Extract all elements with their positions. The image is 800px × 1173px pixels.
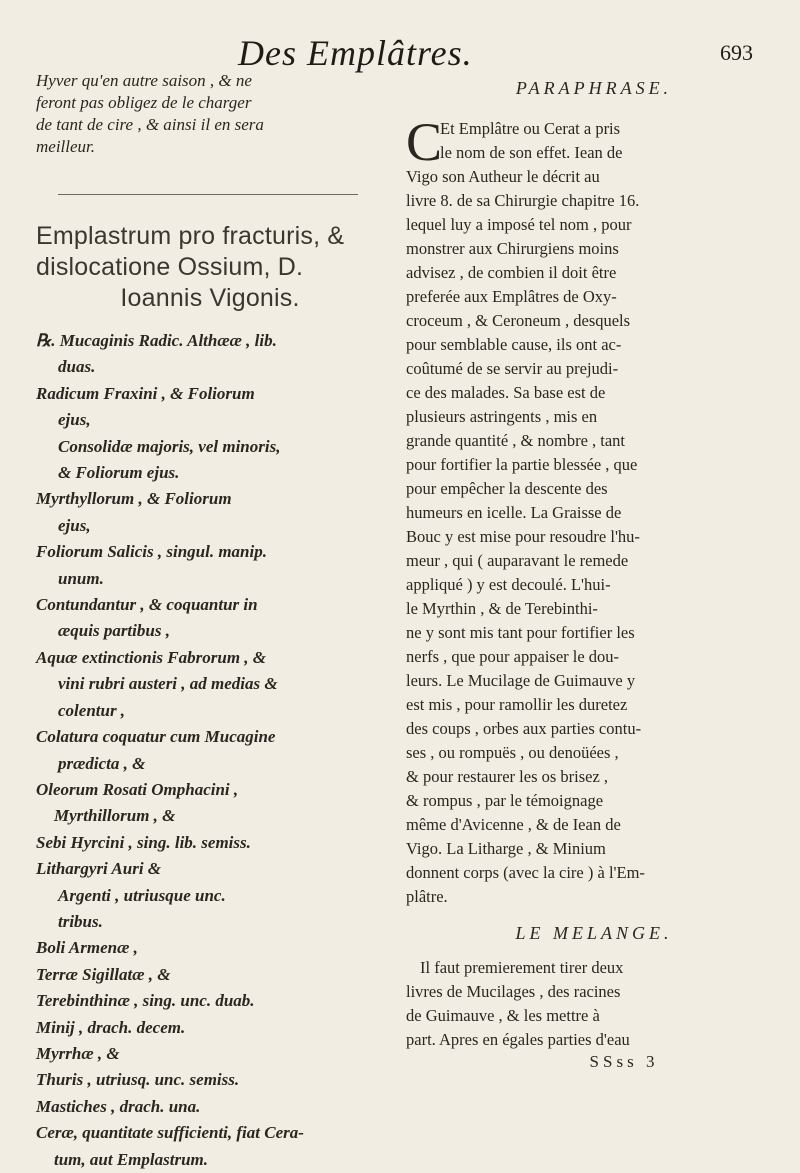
text-line: feront pas obligez de le charger: [36, 93, 252, 112]
recipe-line: vini rubri austeri , ad medias &: [58, 674, 278, 694]
recipe-line: Myrrhæ , &: [36, 1043, 120, 1063]
intro-paragraph: [36, 70, 384, 158]
text-line: Hyver qu'en autre saison , & ne: [36, 71, 252, 90]
text-line: plâtre.: [406, 887, 448, 906]
paraphrase-heading: PARAPHRASE.: [515, 78, 673, 98]
title-line: dislocatione Ossium, D.: [36, 253, 304, 281]
text-line: nerfs , que pour appaiser le dou-: [406, 647, 620, 666]
text-line: appliqué ) y est decoulé. L'hui-: [406, 575, 611, 594]
text-line: donnent corps (avec la cire ) à l'Em-: [406, 863, 645, 882]
recipe-line: Minij , drach. decem.: [36, 1017, 186, 1037]
recipe-line: Myrthillorum , &: [54, 806, 176, 826]
recipe-line: Ceræ, quantitate sufficienti, fiat Cera-: [36, 1123, 304, 1143]
recipe-line: Mastiches , drach. una.: [36, 1096, 201, 1116]
text-line: pour empêcher la descente des: [406, 479, 608, 498]
text-line: des coups , orbes aux parties contu-: [406, 719, 642, 738]
recipe-line: Radicum Fraxini , & Foliorum: [36, 383, 255, 403]
recipe-line: Terræ Sigillatæ , &: [36, 964, 171, 984]
recipe-line: colentur ,: [58, 700, 126, 720]
paraphrase-text: [406, 112, 782, 909]
text-line: advisez , de combien il doit être: [406, 263, 617, 282]
text-line: humeurs en icelle. La Graisse de: [406, 503, 622, 522]
text-line: Et Emplâtre ou Cerat a pris: [440, 119, 621, 138]
recipe-line: Boli Armenæ ,: [36, 938, 138, 958]
signature-mark: SSss 3: [589, 1052, 659, 1071]
recipe-list: [36, 328, 384, 1173]
recipe-line: Sebi Hyrcini , sing. lib. semiss.: [36, 832, 251, 852]
recipe-line: Oleorum Rosati Omphacini ,: [36, 779, 239, 799]
recipe-line: Argenti , utriusque unc.: [58, 885, 226, 905]
title-line: Emplastrum pro fracturis, &: [36, 222, 345, 250]
recipe-line: & Foliorum ejus.: [58, 463, 180, 483]
text-line: ce des malades. Sa base est de: [406, 383, 606, 402]
text-line: pour fortifier la partie blessée , que: [406, 455, 638, 474]
right-column: [406, 70, 782, 1072]
recipe-line: Consolidæ majoris, vel minoris,: [58, 436, 281, 456]
recipe-line: unum.: [58, 568, 104, 588]
text-line: livres de Mucilages , des racines: [406, 982, 621, 1001]
running-head: [0, 28, 800, 72]
melange-heading: LE MELANGE.: [515, 923, 673, 943]
text-line: meilleur.: [36, 137, 96, 156]
text-line: plusieurs astringents , mis en: [406, 407, 598, 426]
text-line: livre 8. de sa Chirurgie chapitre 16.: [406, 191, 640, 210]
page-number: 693: [720, 40, 753, 65]
recipe-line: tum, aut Emplastrum.: [54, 1149, 208, 1169]
text-line: est mis , pour ramollir les duretez: [406, 695, 628, 714]
text-line: grande quantité , & nombre , tant: [406, 431, 626, 450]
recipe-line: Contundantur , & coquantur in: [36, 595, 258, 615]
recipe-line: æquis partibus ,: [58, 621, 170, 641]
recipe-line: tribus.: [58, 911, 103, 931]
text-line: pour semblable cause, ils ont ac-: [406, 335, 622, 354]
text-line: Vigo son Autheur le décrit au: [406, 167, 600, 186]
text-line: le Myrthin , & de Terebinthi-: [406, 599, 598, 618]
recipe-line: duas.: [58, 357, 96, 377]
recipe-line: Terebinthinæ , sing. unc. duab.: [36, 991, 255, 1011]
text-line: & rompus , par le témoignage: [406, 791, 604, 810]
text-line: monstrer aux Chirurgiens moins: [406, 239, 619, 258]
running-title: Des Emplâtres.: [238, 33, 473, 73]
recipe-line: ℞. Mucaginis Radic. Althææ , lib.: [36, 331, 277, 350]
title-line: Ioannis Vigonis.: [120, 284, 300, 312]
text-line: même d'Avicenne , & de Iean de: [406, 815, 621, 834]
text-line: lequel luy a imposé tel nom , pour: [406, 215, 632, 234]
text-line: ne y sont mis tant pour fortifier les: [406, 623, 635, 642]
text-line: ses , ou rompuës , ou denoüées ,: [406, 743, 619, 762]
text-line: Il faut premierement tirer deux: [420, 958, 624, 977]
section-divider: [58, 194, 358, 195]
left-column: [36, 70, 384, 1173]
text-line: de tant de cire , & ainsi il en sera: [36, 115, 264, 134]
text-line: croceum , & Ceroneum , desquels: [406, 311, 631, 330]
text-line: le nom de son effet. Iean de: [440, 143, 623, 162]
recipe-line: Lithargyri Auri &: [36, 859, 162, 879]
recipe-line: Myrthyllorum , & Foliorum: [36, 489, 232, 509]
text-line: leurs. Le Mucilage de Guimauve y: [406, 671, 636, 690]
text-line: & pour restaurer les os brisez ,: [406, 767, 609, 786]
drop-cap-block: [406, 112, 782, 172]
text-line: de Guimauve , & les mettre à: [406, 1006, 600, 1025]
recipe-line: prædicta , &: [58, 753, 146, 773]
text-line: preferée aux Emplâtres de Oxy-: [406, 287, 617, 306]
recipe-line: Aquæ extinctionis Fabrorum , &: [36, 647, 267, 667]
text-line: meur , qui ( auparavant le remede: [406, 551, 629, 570]
text-line: part. Apres en égales parties d'eau: [406, 1030, 630, 1049]
recipe-line: Thuris , utriusq. unc. semiss.: [36, 1070, 240, 1090]
recipe-line: ejus,: [58, 515, 91, 535]
melange-text: [406, 956, 782, 1052]
recipe-line: ejus,: [58, 410, 91, 430]
text-line: Bouc y est mise pour resoudre l'hu-: [406, 527, 640, 546]
drop-cap: C: [406, 112, 443, 172]
text-line: coûtumé de se servir au prejudi-: [406, 359, 619, 378]
recipe-title: [36, 221, 384, 314]
recipe-line: Colatura coquatur cum Mucagine: [36, 727, 276, 747]
recipe-line: Foliorum Salicis , singul. manip.: [36, 542, 267, 562]
text-line: Vigo. La Litharge , & Minium: [406, 839, 606, 858]
